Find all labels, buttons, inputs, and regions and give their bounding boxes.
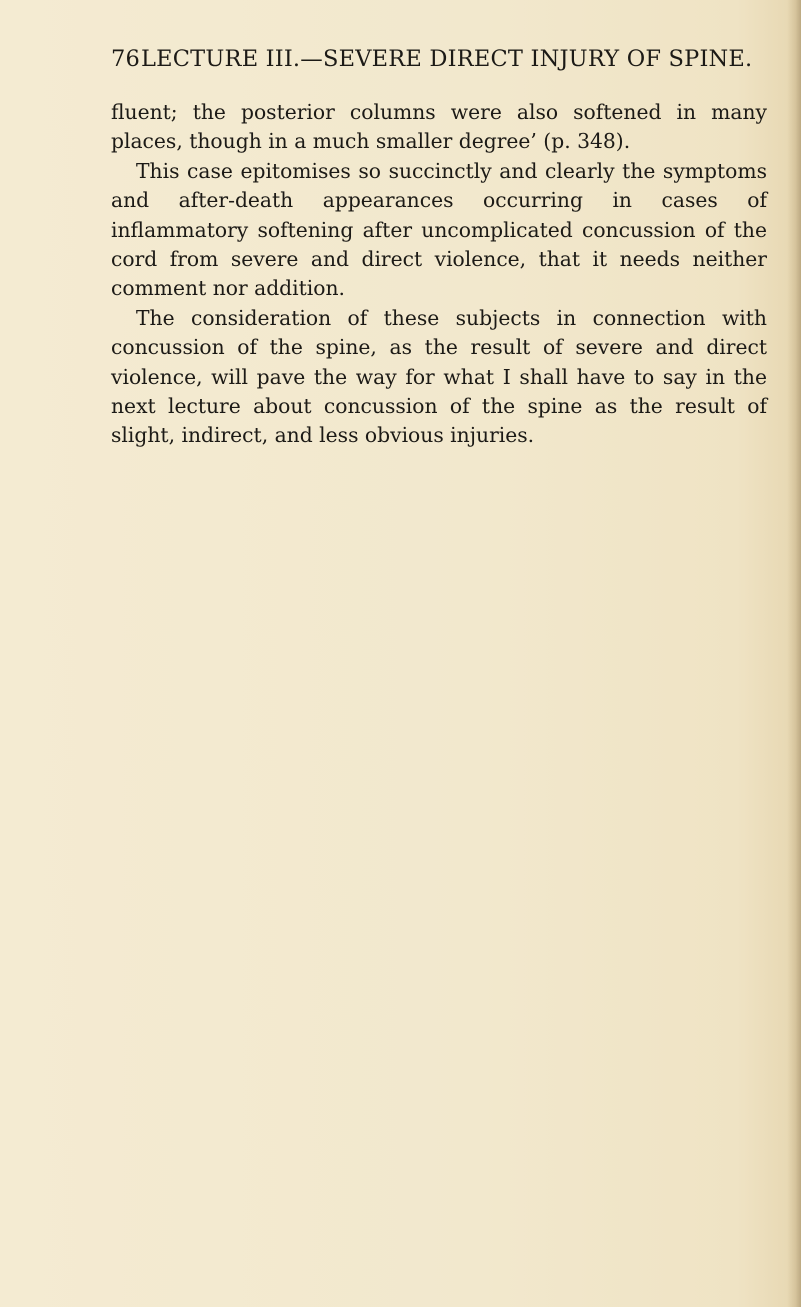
page-edge-shadow (787, 0, 801, 1307)
running-title: LECTURE III.—SEVERE DIRECT INJURY OF SPINE. (141, 46, 753, 72)
page-number: 76 (111, 46, 141, 72)
paragraph-continued: fluent; the posterior columns were also softened in many places, though in a much smaller degree’ (p. 348). (111, 100, 767, 154)
body-text (111, 98, 767, 451)
running-header (111, 44, 761, 74)
paragraph: The consideration of these subjects in connection with concussion of the spine, as the result of severe and direct violence, will pave the way for what I shall have to say in the next lecture about concussion of the spine as the result of slight, indirect, and less obvious injuries. (111, 305, 767, 448)
paragraph: This case epitomises so succinctly and clearly the symptoms and after-death appearances occurring in cases of inflammatory softening after uncomplicated concussion of the cord from severe and direct violence, that it needs neither comment nor addition. (111, 158, 767, 301)
